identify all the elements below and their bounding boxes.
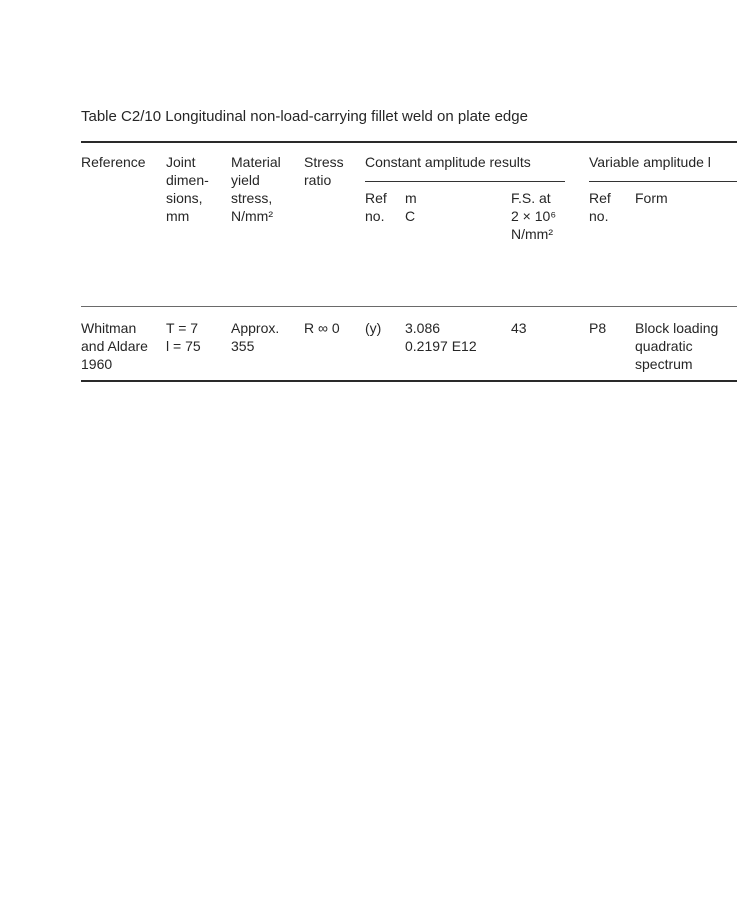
header-va-form: Form	[635, 190, 668, 206]
header-ca-m-c: m C	[405, 190, 417, 224]
table-caption: Table C2/10 Longitudinal non-load-carrying fillet weld on plate edge	[81, 108, 528, 125]
row-ca-fs: 43	[511, 320, 527, 336]
row-reference: Whitman and Aldare 1960	[81, 320, 148, 372]
header-constant-amplitude-group: Constant amplitude results	[365, 154, 531, 170]
row-va-ref-no: P8	[589, 320, 607, 336]
row-stress-ratio: R ∞ 0	[304, 320, 340, 336]
header-stress-ratio: Stress ratio	[304, 154, 344, 188]
header-material-yield-stress: Material yield stress, N/mm²	[231, 154, 281, 224]
constant-amplitude-group-rule	[365, 181, 565, 182]
variable-amplitude-group-rule	[589, 181, 737, 182]
row-material-yield-stress: Approx. 355	[231, 320, 280, 354]
row-joint-dimensions: T = 7 l = 75	[166, 320, 201, 354]
row-va-form: Block loading quadratic spectrum	[635, 320, 719, 372]
header-variable-amplitude-group: Variable amplitude l	[589, 154, 711, 170]
row-ca-ref-no: (y)	[365, 320, 382, 336]
table-top-rule	[81, 141, 737, 143]
header-ca-fs: F.S. at 2 × 10⁶ N/mm²	[511, 190, 557, 242]
header-bottom-rule	[81, 306, 737, 307]
header-joint-dimensions: Joint dimen- sions, mm	[166, 154, 209, 224]
header-reference: Reference	[81, 154, 146, 170]
header-ca-ref-no: Ref no.	[365, 190, 387, 224]
table-bottom-rule	[81, 380, 737, 382]
row-ca-m-c: 3.086 0.2197 E12	[405, 320, 477, 354]
header-va-ref-no: Ref no.	[589, 190, 611, 224]
